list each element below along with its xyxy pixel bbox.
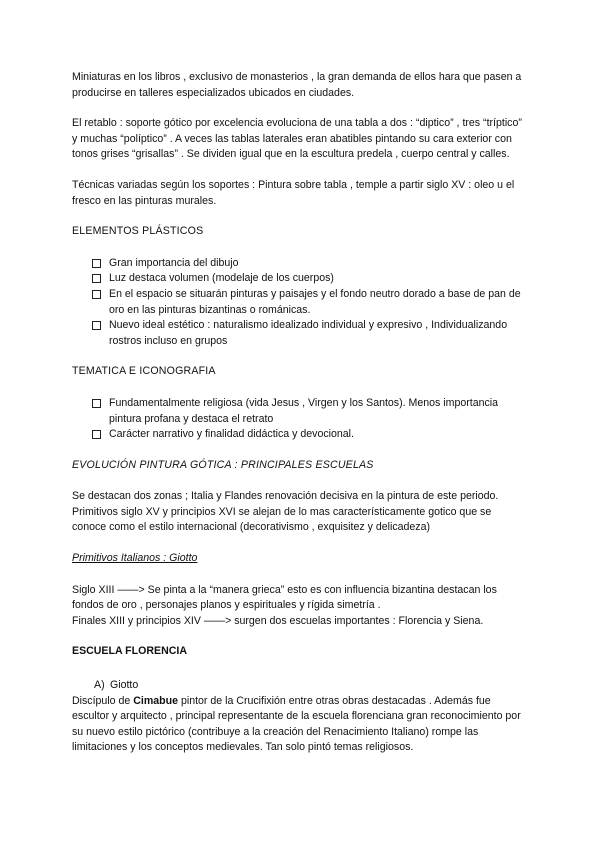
subsection-giotto <box>72 678 528 694</box>
heading-primitivos-italianos: Primitivos Italianos : Giotto <box>72 552 198 565</box>
checkbox-icon <box>92 290 101 299</box>
list-item: Fundamentalmente religiosa (vida Jesus , Virgen y los Santos). Menos importancia pintura profana y destaca el retrato <box>92 396 528 427</box>
paragraph-retablo: El retablo : soporte gótico por excelencia evoluciona de una tabla a dos : “diptico” , tres “tríptico” y muchas “políptico” . A veces las tablas laterales eran abatibles pintando su cara exterior con tonos grises “grisallas” . Se dividen igual que en la escultura predela , cuerpo central y calles. <box>72 117 522 161</box>
checkbox-icon <box>92 399 101 408</box>
heading-evolucion: EVOLUCIÓN PINTURA GÓTICA : PRINCIPALES ESCUELAS <box>72 458 374 471</box>
heading-tematica: TEMATICA E ICONOGRAFIA <box>72 365 216 378</box>
list-marker: A) <box>94 679 105 692</box>
list-item: Gran importancia del dibujo <box>92 256 528 272</box>
paragraph-giotto: Discípulo de Cimabue pintor de la Crucifixión entre otras obras destacadas . Además fue escultor y arquitecto , principal representante de la escuela florenciana gran reconocimiento por su nuevo estilo pictórico (contribuye a la creación del Renacimiento Italiano) rompe las limitaciones y los conceptos medievales. Tan solo pintó temas religiosos. <box>72 694 521 754</box>
checkbox-icon <box>92 321 101 330</box>
checkbox-icon <box>92 430 101 439</box>
subsection-title: Giotto <box>110 679 139 692</box>
list-elementos-plasticos <box>72 256 528 350</box>
list-item: Luz destaca volumen (modelaje de los cuerpos) <box>92 271 528 287</box>
paragraph-evolucion: Se destacan dos zonas ; Italia y Flandes renovación decisiva en la pintura de este periodo. Primitivos siglo XV y principios XVI se alejan de lo mas característicamente gotico que se conoce como el estilo internacional (decorativismo , exquisitez y delicadeza) <box>72 490 499 534</box>
checkbox-icon <box>92 259 101 268</box>
list-tematica <box>72 396 528 443</box>
list-item: Nuevo ideal estético : naturalismo idealizado individual y expresivo , Individualizando rostros incluso en grupos <box>92 318 528 349</box>
bold-name-cimabue: Cimabue <box>133 694 178 707</box>
heading-escuela-florencia: ESCUELA FLORENCIA <box>72 645 187 658</box>
list-item: En el espacio se situarán pinturas y paisajes y el fondo neutro dorado a base de pan de oro en las pinturas bizantinas o románicas. <box>92 287 528 318</box>
paragraph-miniaturas: Miniaturas en los libros , exclusivo de monasterios , la gran demanda de ellos hara que pasen a producirse en talleres especializados ubicados en ciudades. <box>72 71 522 99</box>
heading-elementos-plasticos: ELEMENTOS PLÁSTICOS <box>72 225 204 238</box>
paragraph-finales-xiii: Finales XIII y principios XIV ——> surgen dos escuelas importantes : Florencia y Siena. <box>72 614 484 627</box>
paragraph-siglo-xiii: Siglo XIII ——> Se pinta a la “manera grieca” esto es con influencia bizantina destacan los fondos de oro , personajes planos y espirituales y rígida simetría . <box>72 583 497 612</box>
list-item: Carácter narrativo y finalidad didáctica y devocional. <box>92 427 528 443</box>
paragraph-tecnicas: Técnicas variadas según los soportes : Pintura sobre tabla , temple a partir siglo XV : oleo u el fresco en las pinturas murales. <box>72 178 515 207</box>
checkbox-icon <box>92 274 101 283</box>
